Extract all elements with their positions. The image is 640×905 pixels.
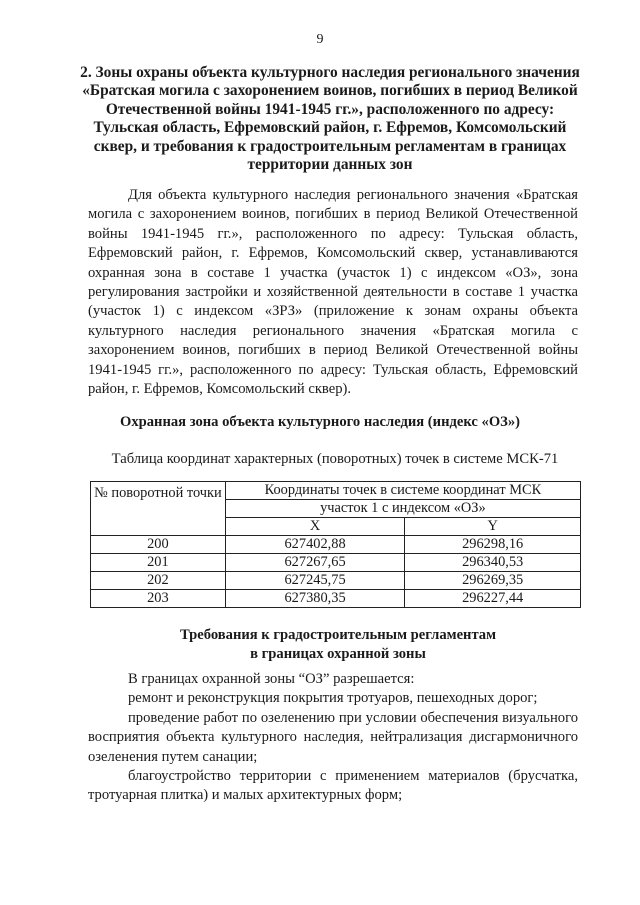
requirement-item: проведение работ по озеленению при условии обеспечения визуального восприятия объекта культурного наследия, нейтрализация дисгармоничного озеленения путем санации; — [88, 709, 578, 765]
page-number: 9 — [316, 32, 324, 47]
y-cell: 296227,44 — [405, 590, 581, 608]
table-row — [91, 572, 581, 590]
table-caption: Таблица координат характерных (поворотных) точек в системе МСК-71 — [111, 451, 559, 467]
requirements-heading-line: Требования к градостроительным регламентам — [179, 627, 497, 643]
header-section: участок 1 с индексом «ОЗ» — [225, 500, 580, 518]
protection-zone-heading: Охранная зона объекта культурного наследия (индекс «ОЗ») — [119, 414, 521, 430]
point-cell: 203 — [91, 590, 226, 608]
table-row — [91, 536, 581, 554]
requirement-item: В границах охранной зоны “ОЗ” разрешается: — [128, 671, 415, 687]
x-cell: 627245,75 — [225, 572, 405, 590]
requirements-heading-line: в границах охранной зоны — [250, 645, 426, 662]
table-row — [91, 590, 581, 608]
requirements-heading — [0, 626, 640, 663]
y-cell: 296340,53 — [405, 554, 581, 572]
header-coordinates: Координаты точек в системе координат МСК — [225, 482, 580, 500]
header-y: Y — [405, 518, 581, 536]
point-cell: 202 — [91, 572, 226, 590]
header-x: X — [225, 518, 405, 536]
table-row — [91, 554, 581, 572]
y-cell: 296298,16 — [405, 536, 581, 554]
point-cell: 200 — [91, 536, 226, 554]
y-cell: 296269,35 — [405, 572, 581, 590]
header-point-number: № поворотной точки — [91, 482, 226, 536]
requirement-item: благоустройство территории с применением материалов (брусчатка, тротуарная плитка) и малых архитектурных форм; — [88, 768, 578, 804]
point-cell: 201 — [91, 554, 226, 572]
coordinates-table — [90, 481, 581, 608]
x-cell: 627402,88 — [225, 536, 405, 554]
intro-paragraph: Для объекта культурного наследия регионального значения «Братская могила с захоронением воинов, погибших в период Великой Отечественной войны 1941-1945 гг.», расположенного по адресу: Тульская область, Ефремовский район, г. Ефремов, Комсомольский сквер, устанавливаются охранная зона в составе 1 участка (участок 1) с индексом «ОЗ», зона регулирования застройки и хозяйственной деятельности в составе 1 участка (участок 1) с индексом «ЗРЗ» (приложение к зонам охраны объекта культурного наследия регионального значения «Братская могила с захоронением воинов, погибших в период Великой Отечественной войны 1941-1945 гг.», расположенного по адресу: Тульская область, Ефремовский район, г. Ефремов, Комсомольский сквер). — [88, 187, 578, 398]
x-cell: 627380,35 — [225, 590, 405, 608]
x-cell: 627267,65 — [225, 554, 405, 572]
requirements-list — [88, 670, 578, 806]
section-heading: 2. Зоны охраны объекта культурного наследия регионального значения «Братская могила с захоронением воинов, погибших в период Великой Отечественной войны 1941-1945 гг.», расположенного по адресу: Тульская область, Ефремовский район, г. Ефремов, Комсомольский сквер, и требования к градостроительным регламентам в границах территории данных зон — [80, 64, 580, 174]
requirement-item: ремонт и реконструкция покрытия тротуаров, пешеходных дорог; — [128, 690, 538, 707]
